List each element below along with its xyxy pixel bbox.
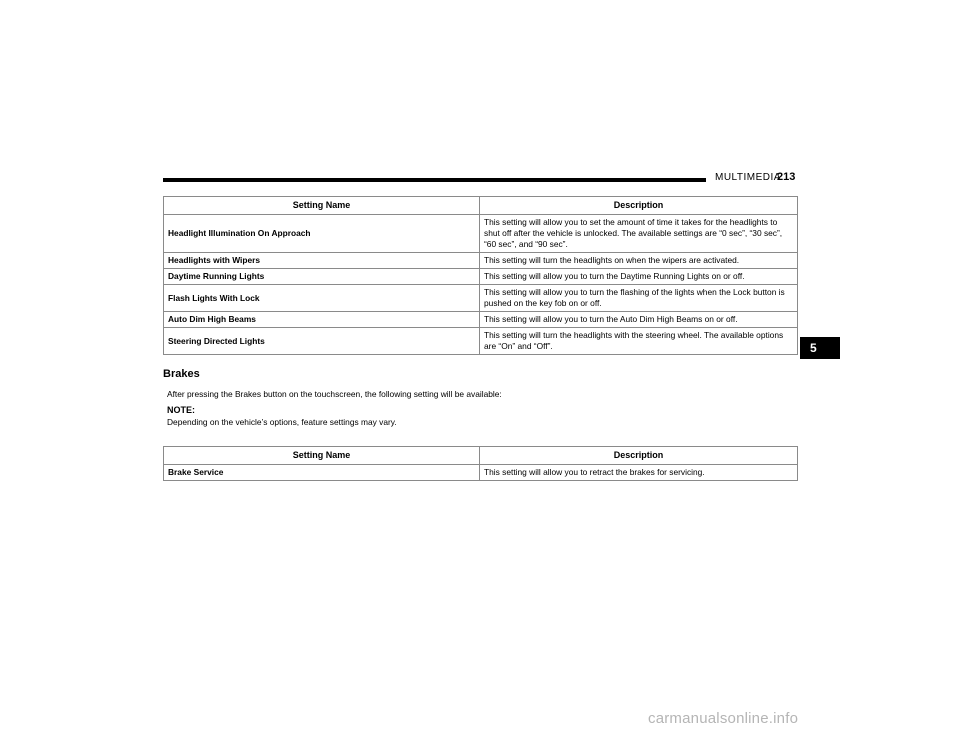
- table-row: [164, 285, 798, 312]
- lights-settings-table: [163, 196, 798, 355]
- setting-name: Auto Dim High Beams: [164, 312, 480, 328]
- column-header-setting-name: Setting Name: [164, 197, 480, 215]
- table-header-row: [164, 197, 798, 215]
- note-label: NOTE:: [167, 405, 195, 415]
- setting-name: Daytime Running Lights: [164, 269, 480, 285]
- page-number: 213: [777, 171, 796, 183]
- column-header-description: Description: [480, 447, 798, 465]
- setting-name: Steering Directed Lights: [164, 328, 480, 355]
- setting-name: Headlights with Wipers: [164, 253, 480, 269]
- brakes-settings-table: [163, 446, 798, 481]
- setting-description: This setting will allow you to set the amount of time it takes for the headlights to shut off after the vehicle is unlocked. The available settings are “0 sec”, “30 sec”, “60 sec”, and “90 sec”.: [480, 215, 798, 253]
- setting-description: This setting will allow you to turn the Daytime Running Lights on or off.: [480, 269, 798, 285]
- watermark: carmanualsonline.info: [648, 710, 799, 727]
- section-name: MULTIMEDIA: [715, 172, 781, 183]
- column-header-setting-name: Setting Name: [164, 447, 480, 465]
- setting-name: Flash Lights With Lock: [164, 285, 480, 312]
- setting-description: This setting will allow you to retract the brakes for servicing.: [480, 465, 798, 481]
- note-text: Depending on the vehicle’s options, feature settings may vary.: [167, 417, 397, 427]
- setting-name: Headlight Illumination On Approach: [164, 215, 480, 253]
- table-row: [164, 312, 798, 328]
- section-heading-brakes: Brakes: [163, 368, 200, 380]
- table-header-row: [164, 447, 798, 465]
- table-row: [164, 215, 798, 253]
- table-row: [164, 253, 798, 269]
- setting-description: This setting will allow you to turn the Auto Dim High Beams on or off.: [480, 312, 798, 328]
- table-row: [164, 465, 798, 481]
- table-row: [164, 328, 798, 355]
- header-rule: [163, 178, 706, 182]
- chapter-tab: 5: [800, 337, 840, 359]
- brakes-intro-text: After pressing the Brakes button on the touchscreen, the following setting will be available:: [167, 389, 502, 399]
- setting-name: Brake Service: [164, 465, 480, 481]
- setting-description: This setting will allow you to turn the flashing of the lights when the Lock button is pushed on the key fob on or off.: [480, 285, 798, 312]
- setting-description: This setting will turn the headlights on when the wipers are activated.: [480, 253, 798, 269]
- table-row: [164, 269, 798, 285]
- setting-description: This setting will turn the headlights with the steering wheel. The available options are “On” and “Off”.: [480, 328, 798, 355]
- column-header-description: Description: [480, 197, 798, 215]
